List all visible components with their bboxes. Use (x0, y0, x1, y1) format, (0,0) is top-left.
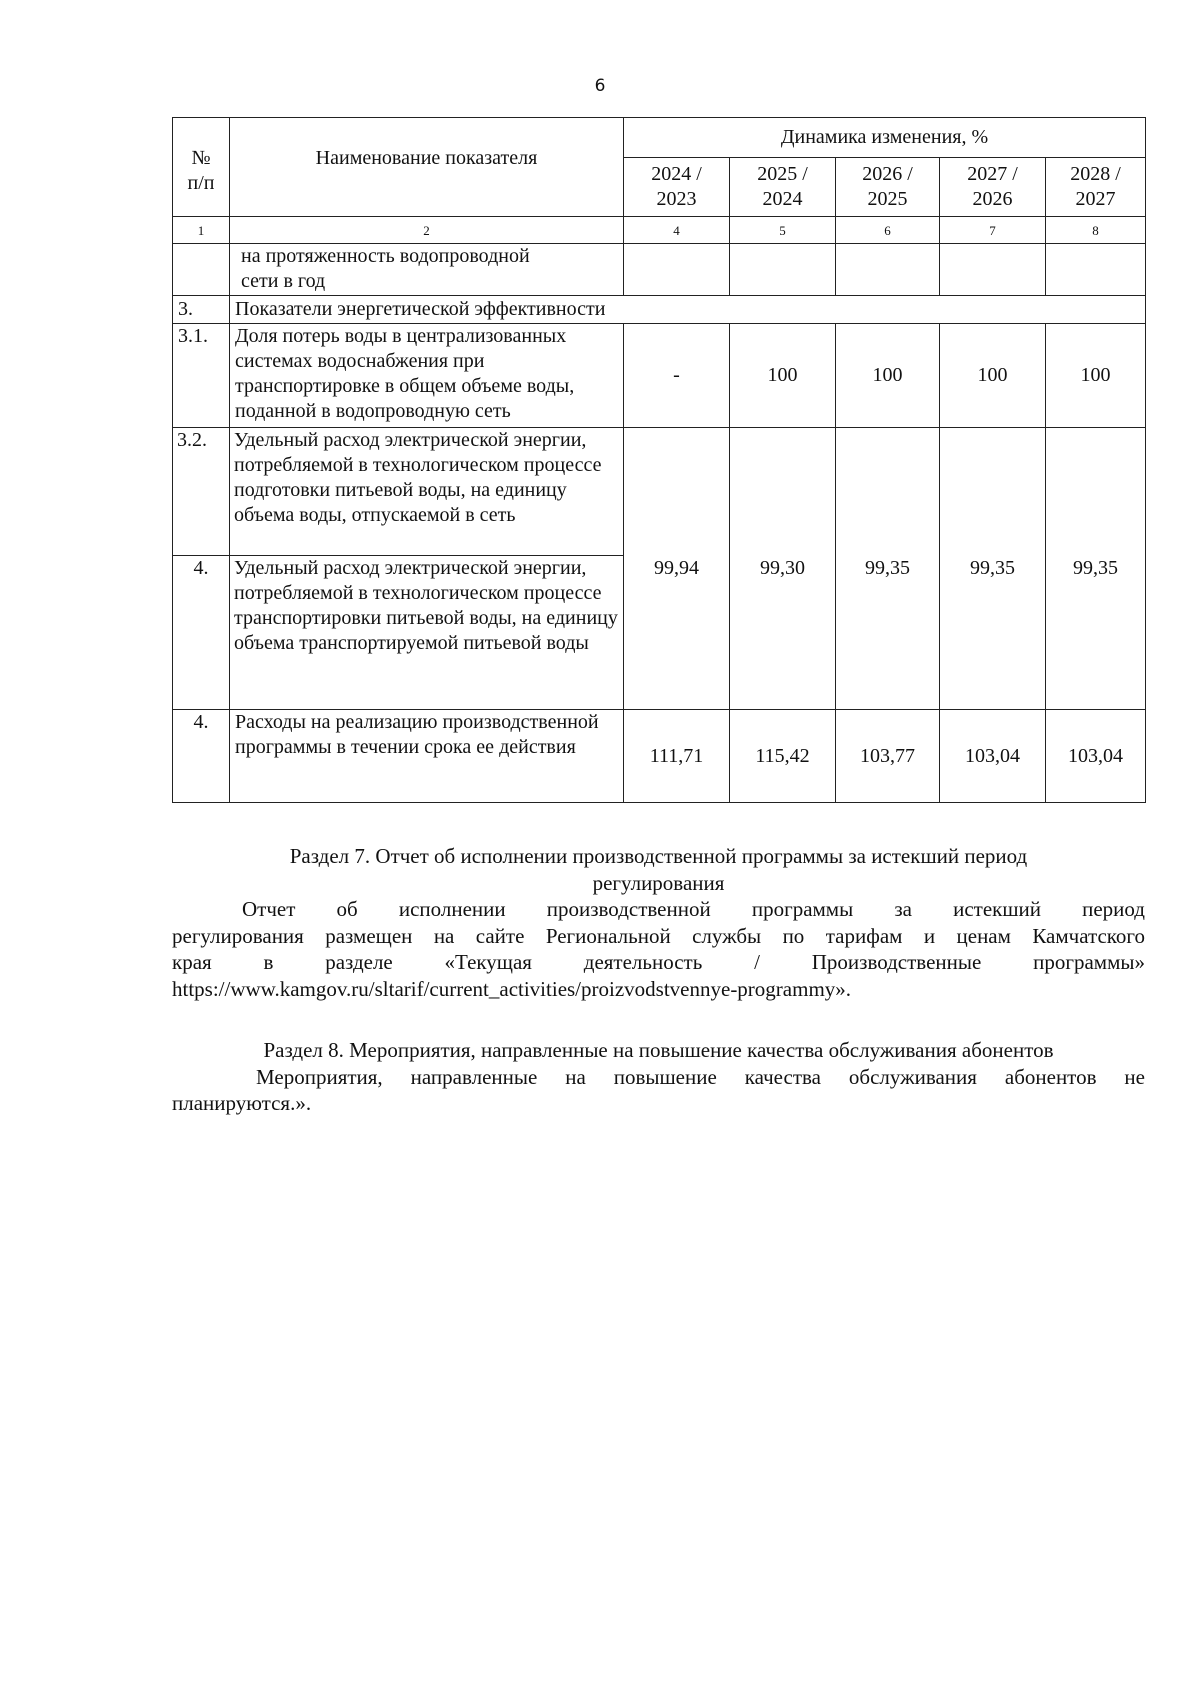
header-year (836, 158, 940, 217)
column-number: 4 (624, 217, 730, 244)
row-name-split (230, 428, 624, 710)
section-8-text-line: Мероприятия, направленные на повышение качества обслуживания абонентов не (256, 1064, 1145, 1089)
table-header-row (173, 118, 1146, 158)
header-year (624, 158, 730, 217)
table-row (173, 428, 1146, 710)
row-num: 3.2. (173, 428, 229, 556)
row-value: 100 (1046, 324, 1146, 428)
dynamics-table (172, 117, 1146, 803)
section-7-text-line: края в разделе «Текущая деятельность / Производственные программы» (172, 950, 1145, 974)
section-7-text-line: Отчет об исполнении производственной программы за истекший период (242, 897, 1145, 921)
row-value (624, 244, 730, 296)
section-7-title-line: регулирования (592, 870, 725, 895)
row-num: 4. (193, 557, 209, 579)
table-row (173, 324, 1146, 428)
table-row (173, 296, 1146, 324)
row-name (230, 244, 624, 296)
column-number: 7 (940, 217, 1046, 244)
row-value (940, 244, 1046, 296)
merged-value: 99,35 (1046, 428, 1146, 710)
row-num-split (173, 428, 230, 710)
row-name: Удельный расход электрической энергии, потребляемой в технологическом процессе транспортировки питьевой воды, на единицу объема транспортируемой питьевой воды (234, 557, 618, 654)
header-name-text: Наименование показателя (315, 147, 538, 169)
merged-value: 99,30 (730, 428, 836, 710)
header-year (730, 158, 836, 217)
row-value: - (624, 324, 730, 428)
column-number: 8 (1046, 217, 1146, 244)
header-year-text: 2028 / 2027 (1070, 163, 1121, 210)
row-value: 100 (940, 324, 1046, 428)
row-name: Удельный расход электрической энергии, потребляемой в технологическом процессе подготовки питьевой воды, на единицу объема воды, отпускаемой в сеть (230, 428, 623, 556)
section-8-text-line: планируются.». (172, 1091, 312, 1115)
row-value: 103,04 (940, 710, 1046, 803)
header-dynamics (624, 118, 1146, 158)
row-value (730, 244, 836, 296)
header-num-text: № п/п (187, 147, 215, 194)
header-num (173, 118, 230, 217)
row-value: 103,77 (836, 710, 940, 803)
header-year (940, 158, 1046, 217)
merged-value: 99,35 (940, 428, 1046, 710)
header-year-text: 2026 / 2025 (862, 163, 913, 210)
row-value: 111,71 (624, 710, 730, 803)
page-number: 6 (594, 76, 606, 96)
column-number: 6 (836, 217, 940, 244)
row-name: Доля потерь воды в централизованных системах водоснабжения при транспортировке в общем объеме воды, поданной в водопроводную сеть (230, 324, 624, 428)
section-7-title-line: Раздел 7. Отчет об исполнении производственной программы за истекший период (289, 844, 1028, 868)
header-year-text: 2024 / 2023 (651, 163, 702, 210)
column-number: 2 (230, 217, 624, 244)
row-value (1046, 244, 1146, 296)
row-value: 115,42 (730, 710, 836, 803)
row-value: 100 (730, 324, 836, 428)
section-7-text-line: регулирования размещен на сайте Региональной службы по тарифам и ценам Камчатского (172, 923, 1145, 948)
section-7 (172, 843, 1145, 1002)
section-7-url-line: https://www.kamgov.ru/sltarif/current_activities/proizvodstvennye-programmy». (172, 976, 852, 1001)
header-year (1046, 158, 1146, 217)
row-name-text: на протяженность водопроводной сети в год (241, 245, 530, 292)
table-row (173, 710, 1146, 803)
row-value (836, 244, 940, 296)
column-number: 5 (730, 217, 836, 244)
row-num: 4. (173, 710, 230, 803)
row-num: 3.1. (173, 324, 230, 428)
section-title: Показатели энергетической эффективности (230, 296, 1146, 324)
header-dynamics-text: Динамика изменения, % (780, 126, 989, 148)
row-name: Расходы на реализацию производственной программы в течении срока ее действия (230, 710, 624, 803)
header-year-text: 2025 / 2024 (757, 163, 808, 210)
section-8 (172, 1037, 1145, 1117)
table-row (173, 244, 1146, 296)
row-value: 103,04 (1046, 710, 1146, 803)
row-num (173, 244, 230, 296)
header-name (230, 118, 624, 217)
merged-value: 99,94 (624, 428, 730, 710)
row-value: 100 (836, 324, 940, 428)
column-numbers-row (173, 217, 1146, 244)
row-num: 3. (173, 296, 230, 324)
merged-value: 99,35 (836, 428, 940, 710)
header-year-text: 2027 / 2026 (967, 163, 1018, 210)
section-8-title: Раздел 8. Мероприятия, направленные на повышение качества обслуживания абонентов (263, 1038, 1054, 1062)
column-number: 1 (173, 217, 230, 244)
